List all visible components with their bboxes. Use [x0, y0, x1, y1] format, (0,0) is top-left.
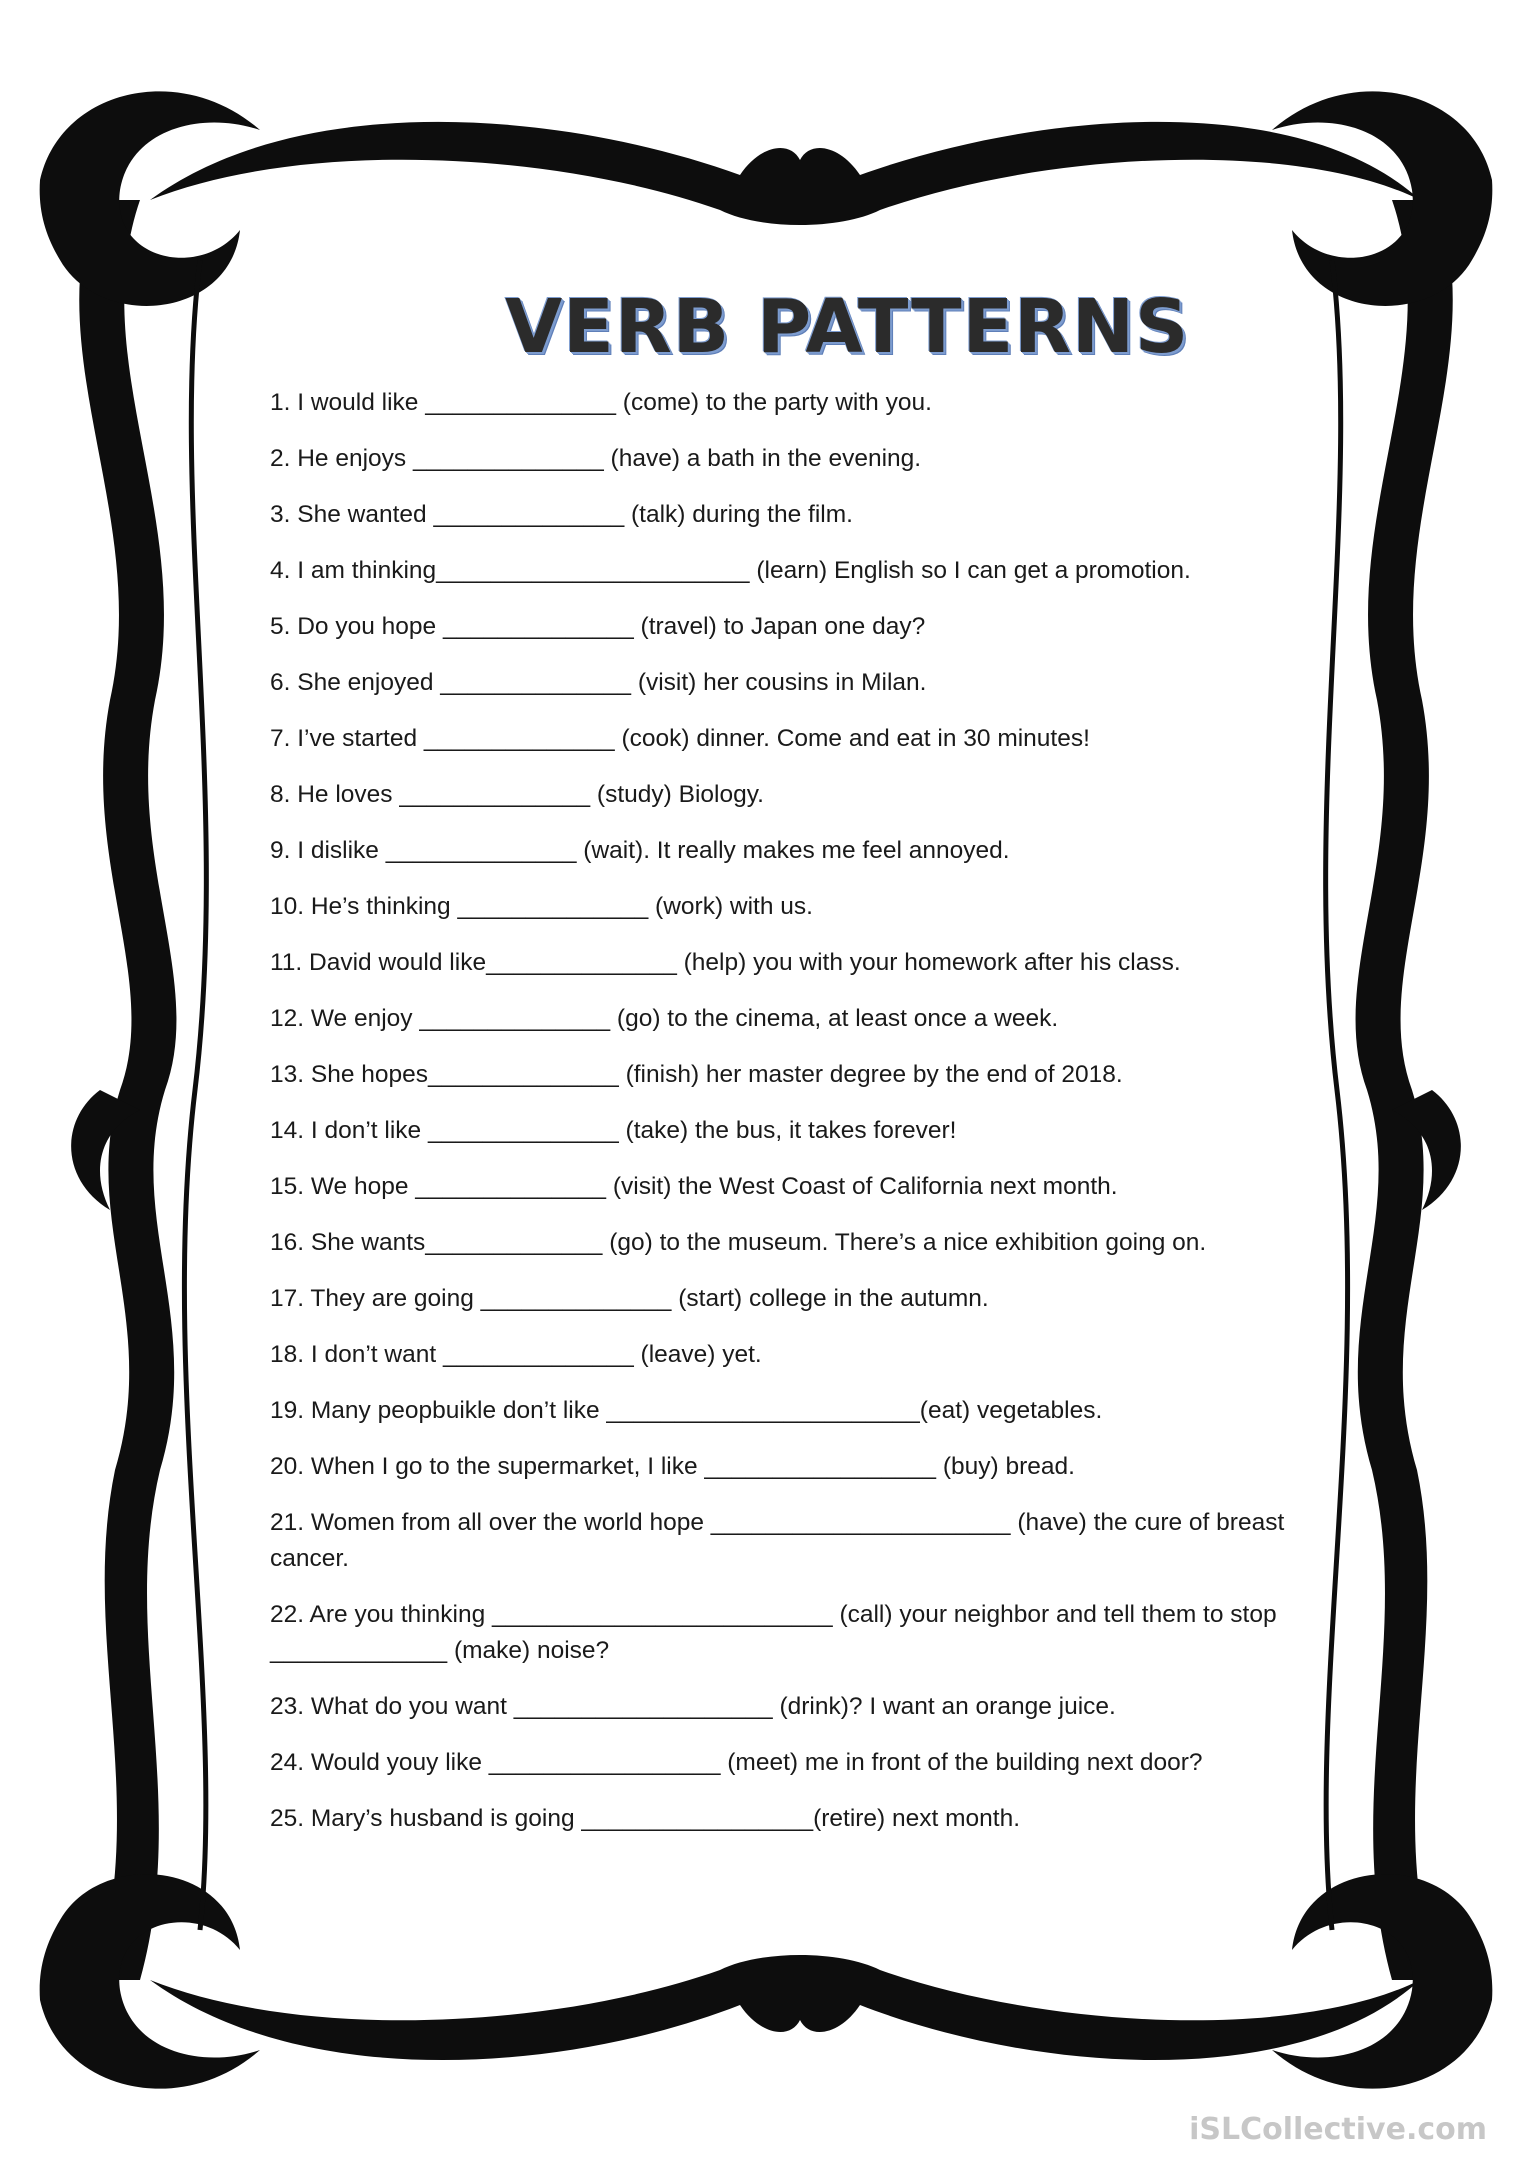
border-right-column: [1356, 200, 1453, 1980]
border-inner-left-line: [184, 260, 206, 1930]
exercise-list: [270, 385, 1330, 1857]
border-corner-top-left: [40, 91, 260, 306]
exercise-item-24: 24. Would youy like _________________ (meet) me in front of the building next door?: [270, 1749, 1203, 1776]
exercise-item-16: 16. She wants_____________ (go) to the museum. There’s a nice exhibition going on.: [270, 1229, 1207, 1256]
exercise-item-15: 15. We hope ______________ (visit) the West Coast of California next month.: [270, 1173, 1118, 1200]
exercise-item-1: 1. I would like ______________ (come) to the party with you.: [270, 389, 932, 416]
border-corner-bottom-left: [40, 1874, 260, 2089]
exercise-item-20: 20. When I go to the supermarket, I like _________________ (buy) bread.: [270, 1453, 1075, 1480]
worksheet-title: VERB PATTERNS: [505, 284, 1190, 370]
exercise-item-4: 4. I am thinking_______________________ (learn) English so I can get a promotion.: [270, 557, 1191, 584]
exercise-item-8: 8. He loves ______________ (study) Biology.: [270, 781, 764, 808]
exercise-item-7: 7. I’ve started ______________ (cook) dinner. Come and eat in 30 minutes!: [270, 725, 1090, 752]
site-watermark: iSLCollective.com: [1189, 2112, 1487, 2147]
exercise-item-10: 10. He’s thinking ______________ (work) with us.: [270, 893, 813, 920]
exercise-item-23: 23. What do you want ___________________ (drink)? I want an orange juice.: [270, 1693, 1116, 1720]
exercise-item-13: 13. She hopes______________ (finish) her master degree by the end of 2018.: [270, 1061, 1123, 1088]
exercise-item-2: 2. He enjoys ______________ (have) a bath in the evening.: [270, 445, 922, 472]
exercise-item-9: 9. I dislike ______________ (wait). It really makes me feel annoyed.: [270, 837, 1010, 864]
exercise-item-21: 21. Women from all over the world hope ______________________ (have) the cure of breast cancer.: [270, 1509, 1285, 1572]
border-left-column: [79, 200, 176, 1980]
exercise-item-11: 11. David would like______________ (help) you with your homework after his class.: [270, 949, 1181, 976]
exercise-item-18: 18. I don’t want ______________ (leave) yet.: [270, 1341, 762, 1368]
exercise-item-14: 14. I don’t like ______________ (take) the bus, it takes forever!: [270, 1117, 957, 1144]
exercise-item-5: 5. Do you hope ______________ (travel) to Japan one day?: [270, 613, 926, 640]
exercise-item-12: 12. We enjoy ______________ (go) to the cinema, at least once a week.: [270, 1005, 1059, 1032]
exercise-item-17: 17. They are going ______________ (start) college in the autumn.: [270, 1285, 989, 1312]
exercise-item-22: 22. Are you thinking _________________________ (call) your neighbor and tell them to stop _____________ (make) noise?: [270, 1601, 1277, 1664]
exercise-item-19: 19. Many peopbuikle don’t like _______________________(eat) vegetables.: [270, 1397, 1103, 1424]
exercise-item-6: 6. She enjoyed ______________ (visit) her cousins in Milan.: [270, 669, 927, 696]
exercise-item-3: 3. She wanted ______________ (talk) during the film.: [270, 501, 853, 528]
exercise-item-25: 25. Mary’s husband is going _________________(retire) next month.: [270, 1805, 1021, 1832]
border-corner-bottom-right: [1272, 1874, 1492, 2089]
border-bottom-scroll: [150, 1955, 1420, 2060]
border-corner-top-right: [1272, 91, 1492, 306]
border-top-scroll: [150, 122, 1420, 225]
